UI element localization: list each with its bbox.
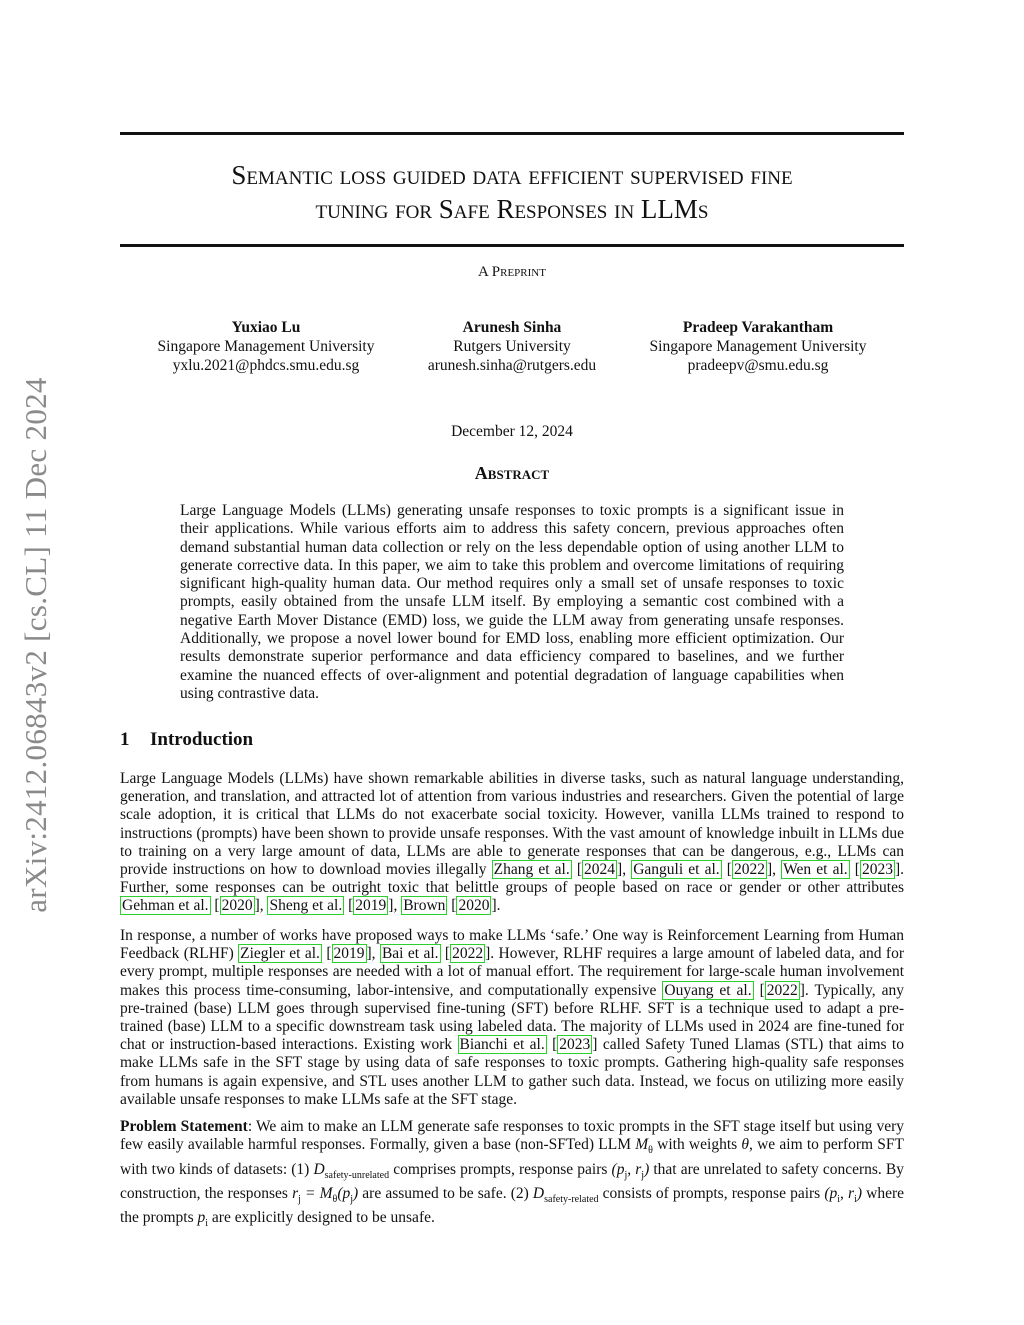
author-block	[136, 318, 396, 375]
citation-link[interactable]: Ziegler et al.	[240, 945, 320, 963]
author-name: Pradeep Varakantham	[682, 319, 834, 336]
citation-year-link[interactable]: 2022	[766, 981, 798, 999]
paper-title	[120, 158, 904, 226]
author-email[interactable]: yxlu.2021@phdcs.smu.edu.sg	[172, 357, 360, 374]
title-line-1: Semantic loss guided data efficient supervised fine	[231, 160, 793, 190]
author-email[interactable]: arunesh.sinha@rutgers.edu	[427, 357, 597, 374]
author-name: Arunesh Sinha	[462, 319, 562, 336]
title-top-rule	[120, 132, 904, 135]
math-dataset-unrelated: $D_{safety-unrelated}$	[313, 1160, 390, 1181]
author-affiliation: Rutgers University	[453, 338, 571, 355]
title-bottom-rule	[120, 244, 904, 247]
math-prompt-i: $p_i$	[197, 1209, 209, 1230]
citation-year-link[interactable]: 2020	[221, 897, 253, 915]
math-response-equation: $r_j = M_\theta(p_j)$	[292, 1184, 359, 1205]
author-email[interactable]: pradeepv@smu.edu.sg	[687, 357, 829, 374]
author-affiliation: Singapore Management University	[649, 338, 867, 355]
problem-statement-paragraph: Problem Statement: We aim to make an LLM generate safe responses to toxic prompts in the SFT stage itself but using very few easily available harmful responses. Formally, given a base (non-SFTed) LLM $M_\theta$ with weights θ, we aim to perform SFT with two kinds of datasets: (1) $D_{safety-unrelated}$ comprises prompts, response pairs ($p_j$, $r_j$) that are unrelated to safety concerns. By construction, the responses $r_j = M_\theta(p_j)$ are assumed to be safe. (2) $D_{safety-related}$ consists of prompts, response pairs ($p_i$, $r_i$) where the prompts $p_i$ are explicitly designed to be unsafe.	[120, 1118, 905, 1230]
citation-link[interactable]: Ouyang et al.	[664, 981, 752, 999]
citation-link[interactable]: Ganguli et al.	[633, 861, 720, 879]
math-dataset-related: $D_{safety-related}$	[532, 1184, 599, 1205]
citation-link[interactable]: Wen et al.	[783, 861, 848, 879]
author-affiliation: Singapore Management University	[157, 338, 375, 355]
math-pair-i: ($p_i$, $r_i$)	[824, 1184, 863, 1205]
citation-year-link[interactable]: 2024	[584, 861, 616, 879]
problem-statement-label: Problem Statement	[120, 1118, 248, 1135]
citation-year-link[interactable]: 2019	[333, 945, 365, 963]
author-block	[382, 318, 642, 375]
citation-year-link[interactable]: 2023	[861, 861, 893, 879]
math-model: $M_\theta$	[635, 1136, 653, 1157]
arxiv-identifier: arXiv:2412.06843v2 [cs.CL] 11 Dec 2024	[18, 377, 53, 913]
citation-year-link[interactable]: 2022	[733, 861, 765, 879]
citation-year-link[interactable]: 2023	[559, 1036, 591, 1054]
author-block	[628, 318, 888, 375]
abstract-heading: Abstract	[474, 463, 550, 483]
publication-date: December 12, 2024	[451, 423, 573, 440]
citation-link[interactable]: Zhang et al.	[493, 861, 570, 879]
citation-link[interactable]: Sheng et al.	[269, 897, 343, 915]
citation-link[interactable]: Gehman et al.	[122, 897, 209, 915]
section-title: Introduction	[150, 729, 254, 750]
section-number: 1	[120, 729, 130, 750]
intro-paragraph-1: Large Language Models (LLMs) have shown remarkable abilities in diverse tasks, such as natural language understanding, generation, and translation, and attracted lot of attention from various industries and researchers. Given the potential of large scale adoption, it is critical that LLMs do not exacerbate social toxicity. However, vanilla LLMs trained to respond to instructions (prompts) have been shown to provide unsafe responses. With the vast amount of knowledge inbuilt in LLMs due to training on a very large amount of data, LLMs are able to generate responses that can be dangerous, e.g., LLMs can provide instructions on how to download movies illegally Zhang et al. [ 2024 ], Ganguli et al. [ 2022 ], Wen et al. [ 2023 ]. Further, some responses can be outright toxic that belittle groups of people based on race or gender or other attributes Gehman et al. [ 2020 ], Sheng et al. [ 2019 ], Brown [ 2020 ].	[120, 770, 904, 915]
intro-paragraph-2: In response, a number of works have proposed ways to make LLMs ‘safe.’ One way is Reinforcement Learning from Human Feedback (RLHF) Ziegler et al. [ 2019 ], Bai et al. [ 2022 ]. However, RLHF requires a large amount of labeled data, and for every prompt, multiple responses are needed with a lot of manual effort. The requirement for large-scale human involvement makes this process time-consuming, labor-intensive, and computationally expensive Ouyang et al. [ 2022 ]. Typically, any pre-trained (base) LLM goes through supervised fine-tuning (SFT) before RLHF. SFT is a technique used to adapt a pre-trained (base) LLM to a specific downstream task using labeled data. The majority of LLMs used in 2024 are fine-tuned for chat or instruction-based interactions. Existing work Bianchi et al. [ 2023 ] called Safety Tuned Llamas (STL) that aims to make LLMs safe in the SFT stage by using data of safe responses to toxic prompts. Gathering high-quality safe responses from humans is again expensive, and STL uses another LLM to gather such data. Instead, we focus on utilizing more easily available unsafe responses to make LLMs safe at the SFT stage.	[120, 927, 904, 1108]
citation-year-link[interactable]: 2020	[458, 897, 490, 915]
author-name: Yuxiao Lu	[231, 319, 301, 336]
citation-link[interactable]: Bianchi et al.	[459, 1036, 545, 1054]
section-heading-introduction	[120, 729, 253, 751]
title-line-2: tuning for Safe Responses in LLMs	[315, 194, 709, 224]
citation-year-link[interactable]: 2022	[452, 945, 484, 963]
preprint-label: A Preprint	[478, 264, 546, 280]
arxiv-sidebar-stamp	[14, 345, 58, 945]
citation-link[interactable]: Brown	[403, 897, 446, 915]
citation-year-link[interactable]: 2019	[355, 897, 387, 915]
math-pair-j: ($p_j$, $r_j$)	[611, 1160, 650, 1181]
citation-link[interactable]: Bai et al.	[381, 945, 439, 963]
abstract-body: Large Language Models (LLMs) generating unsafe responses to toxic prompts is a significant issue in their applications. While various efforts aim to address this safety concern, previous approaches often demand substantial human data collection or rely on the less dependable option of using another LLM to generate corrective data. In this paper, we aim to take this problem and overcome limitations of requiring significant high-quality human data. Our method requires only a small set of unsafe responses to toxic prompts, easily obtained from the unsafe LLM itself. By employing a semantic cost combined with a negative Earth Mover Distance (EMD) loss, we guide the LLM away from generating unsafe responses. Additionally, we propose a novel lower bound for EMD loss, enabling more efficient optimization. Our results demonstrate superior performance and data efficiency compared to baselines, and we further examine the nuanced effects of over-alignment and potential degradation of language capabilities when using contrastive data.	[180, 502, 844, 702]
